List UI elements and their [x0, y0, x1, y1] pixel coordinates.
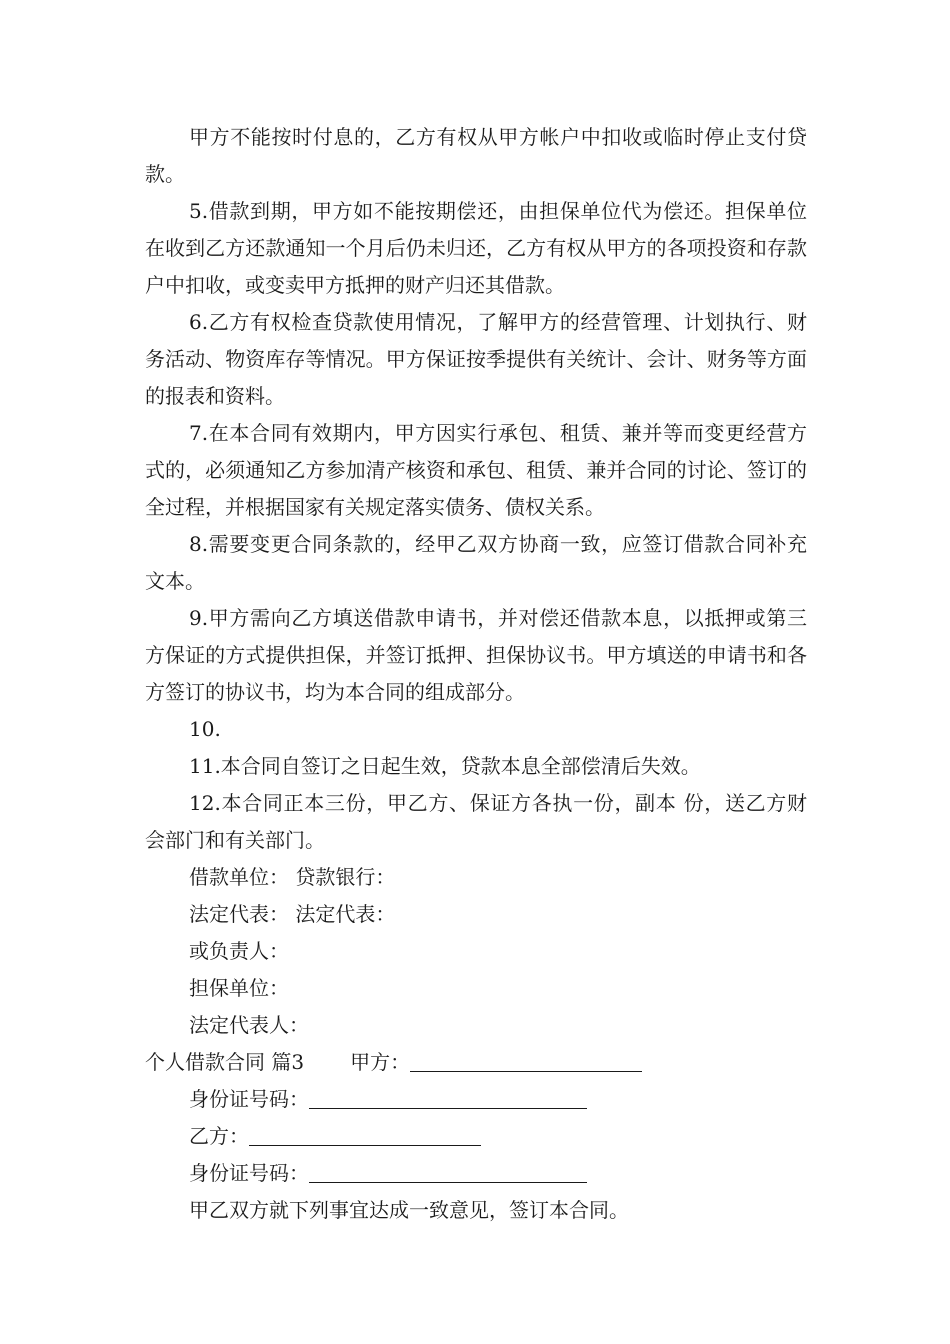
- clause-6: 6.乙方有权检查贷款使用情况，了解甲方的经营管理、计划执行、财务活动、物资库存等情况。甲方保证按季提供有关统计、会计、财务等方面的报表和资料。: [145, 310, 807, 408]
- clause-5: 5.借款到期，甲方如不能按期偿还，由担保单位代为偿还。担保单位在收到乙方还款通知一个月后仍未归还，乙方有权从甲方的各项投资和存款户中扣收，或变卖甲方抵押的财产归还其借款。: [145, 199, 807, 297]
- agreement-line: 甲乙双方就下列事宜达成一致意见，签订本合同。: [189, 1198, 629, 1222]
- clause-12: 12.本合同正本三份，甲乙方、保证方各执一份，副本 份，送乙方财会部门和有关部门。: [145, 791, 807, 852]
- party-b-line: [145, 1118, 807, 1155]
- id-label-1: 身份证号码：: [189, 1087, 309, 1111]
- legal-rep-label-1: 法定代表：: [189, 902, 289, 926]
- borrower-unit-label: 借款单位：: [189, 865, 289, 889]
- clause-9: 9.甲方需向乙方填送借款申请书，并对偿还借款本息，以抵押或第三方保证的方式提供担保，并签订抵押、担保协议书。甲方填送的申请书和各方签订的协议书，均为本合同的组成部分。: [145, 606, 807, 704]
- signature-line-1: [145, 859, 807, 896]
- paragraph-interest: 甲方不能按时付息的，乙方有权从甲方帐户中扣收或临时停止支付贷款。: [145, 125, 807, 186]
- lending-bank-label: 贷款银行：: [295, 865, 396, 889]
- id-blank-1: [309, 1086, 587, 1109]
- id-label-2: 身份证号码：: [189, 1161, 309, 1185]
- legal-rep-label-2: 法定代表：: [295, 902, 396, 926]
- clause-8: 8.需要变更合同条款的，经甲乙双方协商一致，应签订借款合同补充文本。: [145, 532, 807, 593]
- signature-line-5: 法定代表人：: [189, 1013, 309, 1037]
- id-blank-2: [309, 1160, 587, 1183]
- party-b-label: 乙方：: [189, 1124, 249, 1148]
- clause-10: 10.: [189, 717, 221, 741]
- party-a-label: 甲方：: [350, 1050, 411, 1074]
- party-b-blank: [249, 1123, 481, 1146]
- signature-line-3: 或负责人：: [189, 939, 289, 963]
- document-body: [145, 119, 807, 1229]
- signature-line-2: [145, 896, 807, 933]
- party-a-blank: [410, 1049, 642, 1072]
- id-line-1: [145, 1081, 807, 1118]
- signature-line-4: 担保单位：: [189, 976, 289, 1000]
- clause-11: 11.本合同自签订之日起生效，贷款本息全部偿清后失效。: [189, 754, 701, 778]
- section3-heading-line: [145, 1044, 807, 1081]
- id-line-2: [145, 1155, 807, 1192]
- section3-heading: 个人借款合同 篇3: [145, 1050, 305, 1074]
- clause-7: 7.在本合同有效期内，甲方因实行承包、租赁、兼并等而变更经营方式的，必须通知乙方参加清产核资和承包、租赁、兼并合同的讨论、签订的全过程，并根据国家有关规定落实债务、债权关系。: [145, 421, 807, 519]
